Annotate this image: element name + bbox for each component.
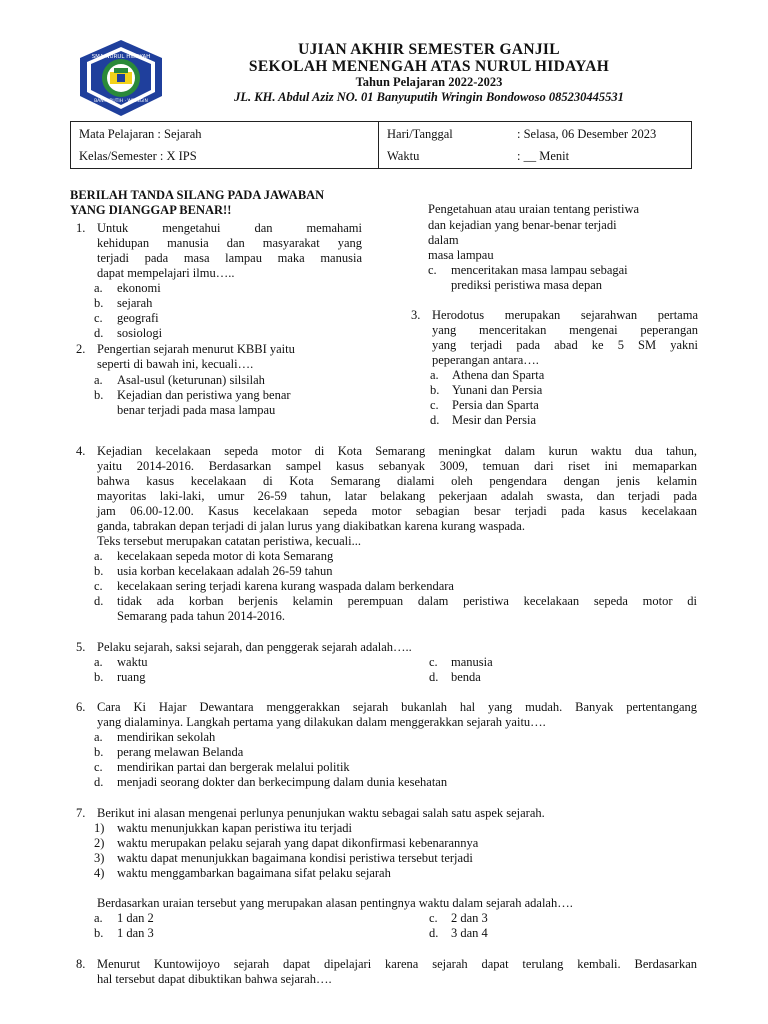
- q2-option-b-line-2[interactable]: benar terjadi pada masa lampau: [117, 403, 276, 417]
- q2-option-b-line-1[interactable]: Kejadian dan peristiwa yang benar: [117, 388, 291, 402]
- q6-line-1: Cara Ki Hajar Dewantara menggerakkan sejarah bukanlah hal yang mudah. Banyak pertentangang: [97, 700, 697, 714]
- q3-option-c[interactable]: Persia dan Sparta: [452, 398, 539, 412]
- q5-option-d-label: d.: [429, 670, 439, 684]
- q1-number: 1.: [76, 221, 86, 235]
- q5-option-c-label: c.: [429, 655, 438, 669]
- q1-option-b[interactable]: sejarah: [117, 296, 153, 310]
- q3-option-b-label: b.: [430, 383, 440, 397]
- q4-line-6: ganda, tabrakan depan terjadi di jalan lurus yang diakibatkan karena kurang waspada.: [97, 519, 525, 533]
- q2-cont-line-3: dalam: [428, 233, 459, 247]
- q4-option-c-label: c.: [94, 579, 103, 593]
- q1-option-d-label: d.: [94, 326, 104, 340]
- q4-option-a-label: a.: [94, 549, 103, 563]
- q4-number: 4.: [76, 444, 86, 458]
- q1-option-b-label: b.: [94, 296, 104, 310]
- q6-option-b[interactable]: perang melawan Belanda: [117, 745, 244, 759]
- q7-item-2-label: 2): [94, 836, 105, 850]
- q4-line-5: jam 06.00-12.00. Kasus kecelakaan sepeda motor sebagian besar terjadi pada kasus kecelakaan: [97, 504, 697, 518]
- q5-option-c[interactable]: manusia: [451, 655, 493, 669]
- q3-number: 3.: [411, 308, 421, 322]
- q2-cont-line-2: dan kejadian yang benar-benar terjadi: [428, 218, 617, 232]
- q4-line-7: Teks tersebut merupakan catatan peristiwa, kecuali...: [97, 534, 361, 548]
- q5-number: 5.: [76, 640, 86, 654]
- exam-title: UJIAN AKHIR SEMESTER GANJIL: [298, 41, 560, 58]
- q7-number: 7.: [76, 806, 86, 820]
- q7-item-1-label: 1): [94, 821, 105, 835]
- q3-option-d[interactable]: Mesir dan Persia: [452, 413, 537, 427]
- q8-line-2: hal tersebut dapat dibuktikan bahwa sejarah….: [97, 972, 332, 986]
- q8-number: 8.: [76, 957, 86, 971]
- q4-option-d-line-2[interactable]: Semarang pada tahun 2014-2016.: [117, 609, 286, 623]
- q7-line-1: Berikut ini alasan mengenai perlunya penunjukan waktu sebagai salah satu aspek sejarah.: [97, 806, 545, 820]
- q2-option-a[interactable]: Asal-usul (keturunan) silsilah: [117, 373, 265, 387]
- q7-item-1: waktu menunjukkan kapan peristiwa itu terjadi: [117, 821, 353, 835]
- q1-option-d[interactable]: sosiologi: [117, 326, 163, 340]
- q1-line-4: dapat mempelajari ilmu…..: [97, 266, 235, 280]
- q3-line-4: peperangan antara….: [432, 353, 539, 367]
- q1-line-2: kehidupan manusia dan masyarakat yang: [97, 236, 362, 250]
- q7-option-a[interactable]: 1 dan 2: [117, 911, 154, 925]
- q3-line-3: yang terjadi pada abad ke 5 SM yakni: [432, 338, 698, 352]
- q4-line-2: yaitu 2014-2016. Berdasarkan sampel kasus sebanyak 3009, temuan dari riset ini memaparkan: [97, 459, 697, 473]
- info-left-column: [71, 122, 379, 168]
- q6-option-b-label: b.: [94, 745, 104, 759]
- q6-number: 6.: [76, 700, 86, 714]
- q3-option-b[interactable]: Yunani dan Persia: [452, 383, 543, 397]
- q3-option-d-label: d.: [430, 413, 440, 427]
- q2-option-c-line-1[interactable]: menceritakan masa lampau sebagai: [451, 263, 628, 277]
- q1-option-a-label: a.: [94, 281, 103, 295]
- q4-line-3: bahwa kasus kecelakaan di Kota Semarang dialami oleh pengendara dengan jenis kelamin: [97, 474, 697, 488]
- q7-option-d-label: d.: [429, 926, 439, 940]
- q8-line-1: Menurut Kuntowijoyo sejarah dapat dipelajari karena sejarah dapat terulang kembali. Berdasarkan: [97, 957, 697, 971]
- q6-line-2: yang dialaminya. Langkah pertama yang dilakukan dalam menggerakkan sejarah yaitu….: [97, 715, 546, 729]
- q2-option-c-line-2[interactable]: prediksi peristiwa masa depan: [451, 278, 602, 292]
- q4-option-d-label: d.: [94, 594, 104, 608]
- q5-line-1: Pelaku sejarah, saksi sejarah, dan penggerak sejarah adalah…..: [97, 640, 412, 654]
- logo-text-top: SMA NURUL HIDAYAH: [91, 54, 151, 60]
- info-right-column: [379, 122, 691, 168]
- q1-option-a[interactable]: ekonomi: [117, 281, 161, 295]
- q4-option-b[interactable]: usia korban kecelakaan adalah 26-59 tahun: [117, 564, 333, 578]
- q7-item-2: waktu merupakan pelaku sejarah yang dapat dikonfirmasi kebenarannya: [117, 836, 479, 850]
- q7-option-a-label: a.: [94, 911, 103, 925]
- q5-option-a[interactable]: waktu: [117, 655, 148, 669]
- school-address: JL. KH. Abdul Aziz NO. 01 Banyuputih Wringin Bondowoso 085230445531: [234, 90, 624, 104]
- q5-option-a-label: a.: [94, 655, 103, 669]
- q7-option-c-label: c.: [429, 911, 438, 925]
- q7-option-c[interactable]: 2 dan 3: [451, 911, 488, 925]
- q4-line-4: mayoritas laki-laki, umur 26-59 tahun, latar belakang pekerjaan adalah swasta, dan terjadi pada: [97, 489, 697, 503]
- q6-option-c[interactable]: mendirikan partai dan bergerak melalui politik: [117, 760, 350, 774]
- q1-option-c[interactable]: geografi: [117, 311, 159, 325]
- q3-option-a-label: a.: [430, 368, 439, 382]
- q7-item-4-label: 4): [94, 866, 105, 880]
- q6-option-c-label: c.: [94, 760, 103, 774]
- q7-question: Berdasarkan uraian tersebut yang merupakan alasan pentingnya waktu dalam sejarah adalah….: [97, 896, 573, 910]
- q2-line-1: Pengertian sejarah menurut KBBI yaitu: [97, 342, 295, 356]
- q6-option-d[interactable]: menjadi seorang dokter dan berkecimpung dalam dunia kesehatan: [117, 775, 448, 789]
- instruction-line-1: BERILAH TANDA SILANG PADA JAWABAN: [70, 188, 325, 202]
- q5-option-b-label: b.: [94, 670, 104, 684]
- q7-option-b-label: b.: [94, 926, 104, 940]
- instruction-line-2: YANG DIANGGAP BENAR!!: [70, 203, 232, 217]
- q6-option-a-label: a.: [94, 730, 103, 744]
- q4-option-b-label: b.: [94, 564, 104, 578]
- q1-line-1: Untuk mengetahui dan memahami: [97, 221, 362, 235]
- school-name: SEKOLAH MENENGAH ATAS NURUL HIDAYAH: [248, 58, 610, 75]
- q2-cont-line-1: Pengetahuan atau uraian tentang peristiwa: [428, 202, 640, 216]
- q6-option-a[interactable]: mendirikan sekolah: [117, 730, 216, 744]
- q7-option-b[interactable]: 1 dan 3: [117, 926, 154, 940]
- time-value: : __ Menit: [517, 149, 570, 163]
- q5-option-d[interactable]: benda: [451, 670, 481, 684]
- q6-option-d-label: d.: [94, 775, 104, 789]
- q2-option-c-label: c.: [428, 263, 437, 277]
- q2-number: 2.: [76, 342, 86, 356]
- q7-item-3: waktu dapat menunjukkan bagaimana kondisi peristiwa tersebut terjadi: [117, 851, 473, 865]
- q7-option-d[interactable]: 3 dan 4: [451, 926, 488, 940]
- q4-option-a[interactable]: kecelakaan sepeda motor di kota Semarang: [117, 549, 334, 563]
- time-label: Waktu: [387, 149, 420, 163]
- exam-info-table: [70, 121, 692, 169]
- school-year: Tahun Pelajaran 2022-2023: [355, 75, 503, 89]
- q3-option-a[interactable]: Athena dan Sparta: [452, 368, 545, 382]
- q4-option-c[interactable]: kecelakaan sering terjadi karena kurang waspada dalam berkendara: [117, 579, 454, 593]
- q2-line-2: seperti di bawah ini, kecuali….: [97, 357, 254, 371]
- q2-cont-line-4: masa lampau: [428, 248, 494, 262]
- q1-line-3: terjadi pada masa lampau maka manusia: [97, 251, 362, 265]
- q7-item-3-label: 3): [94, 851, 105, 865]
- day-label: Hari/Tanggal: [387, 127, 453, 141]
- class-field: Kelas/Semester : X IPS: [79, 149, 197, 163]
- logo-text-bottom: BANYUPUTIH · WRINGIN: [94, 99, 148, 104]
- subject-field: Mata Pelajaran : Sejarah: [79, 127, 202, 141]
- q3-line-1: Herodotus merupakan sejarahwan pertama: [432, 308, 698, 322]
- q3-line-2: yang menceritakan mengenai peperangan: [432, 323, 698, 337]
- q4-line-1: Kejadian kecelakaan sepeda motor di Kota Semarang meningkat dalam kurun waktu dua tahun,: [97, 444, 697, 458]
- q2-option-a-label: a.: [94, 373, 103, 387]
- day-value: : Selasa, 06 Desember 2023: [517, 127, 657, 141]
- q7-item-4: waktu menggambarkan bagaimana sifat pelaku sejarah: [117, 866, 391, 880]
- q5-option-b[interactable]: ruang: [117, 670, 146, 684]
- q3-option-c-label: c.: [430, 398, 439, 412]
- q4-option-d-line-1[interactable]: tidak ada korban berjenis kelamin perempuan dalam peristiwa kecelakaan sepeda motor di: [117, 594, 697, 608]
- q1-option-c-label: c.: [94, 311, 103, 325]
- q2-option-b-label: b.: [94, 388, 104, 402]
